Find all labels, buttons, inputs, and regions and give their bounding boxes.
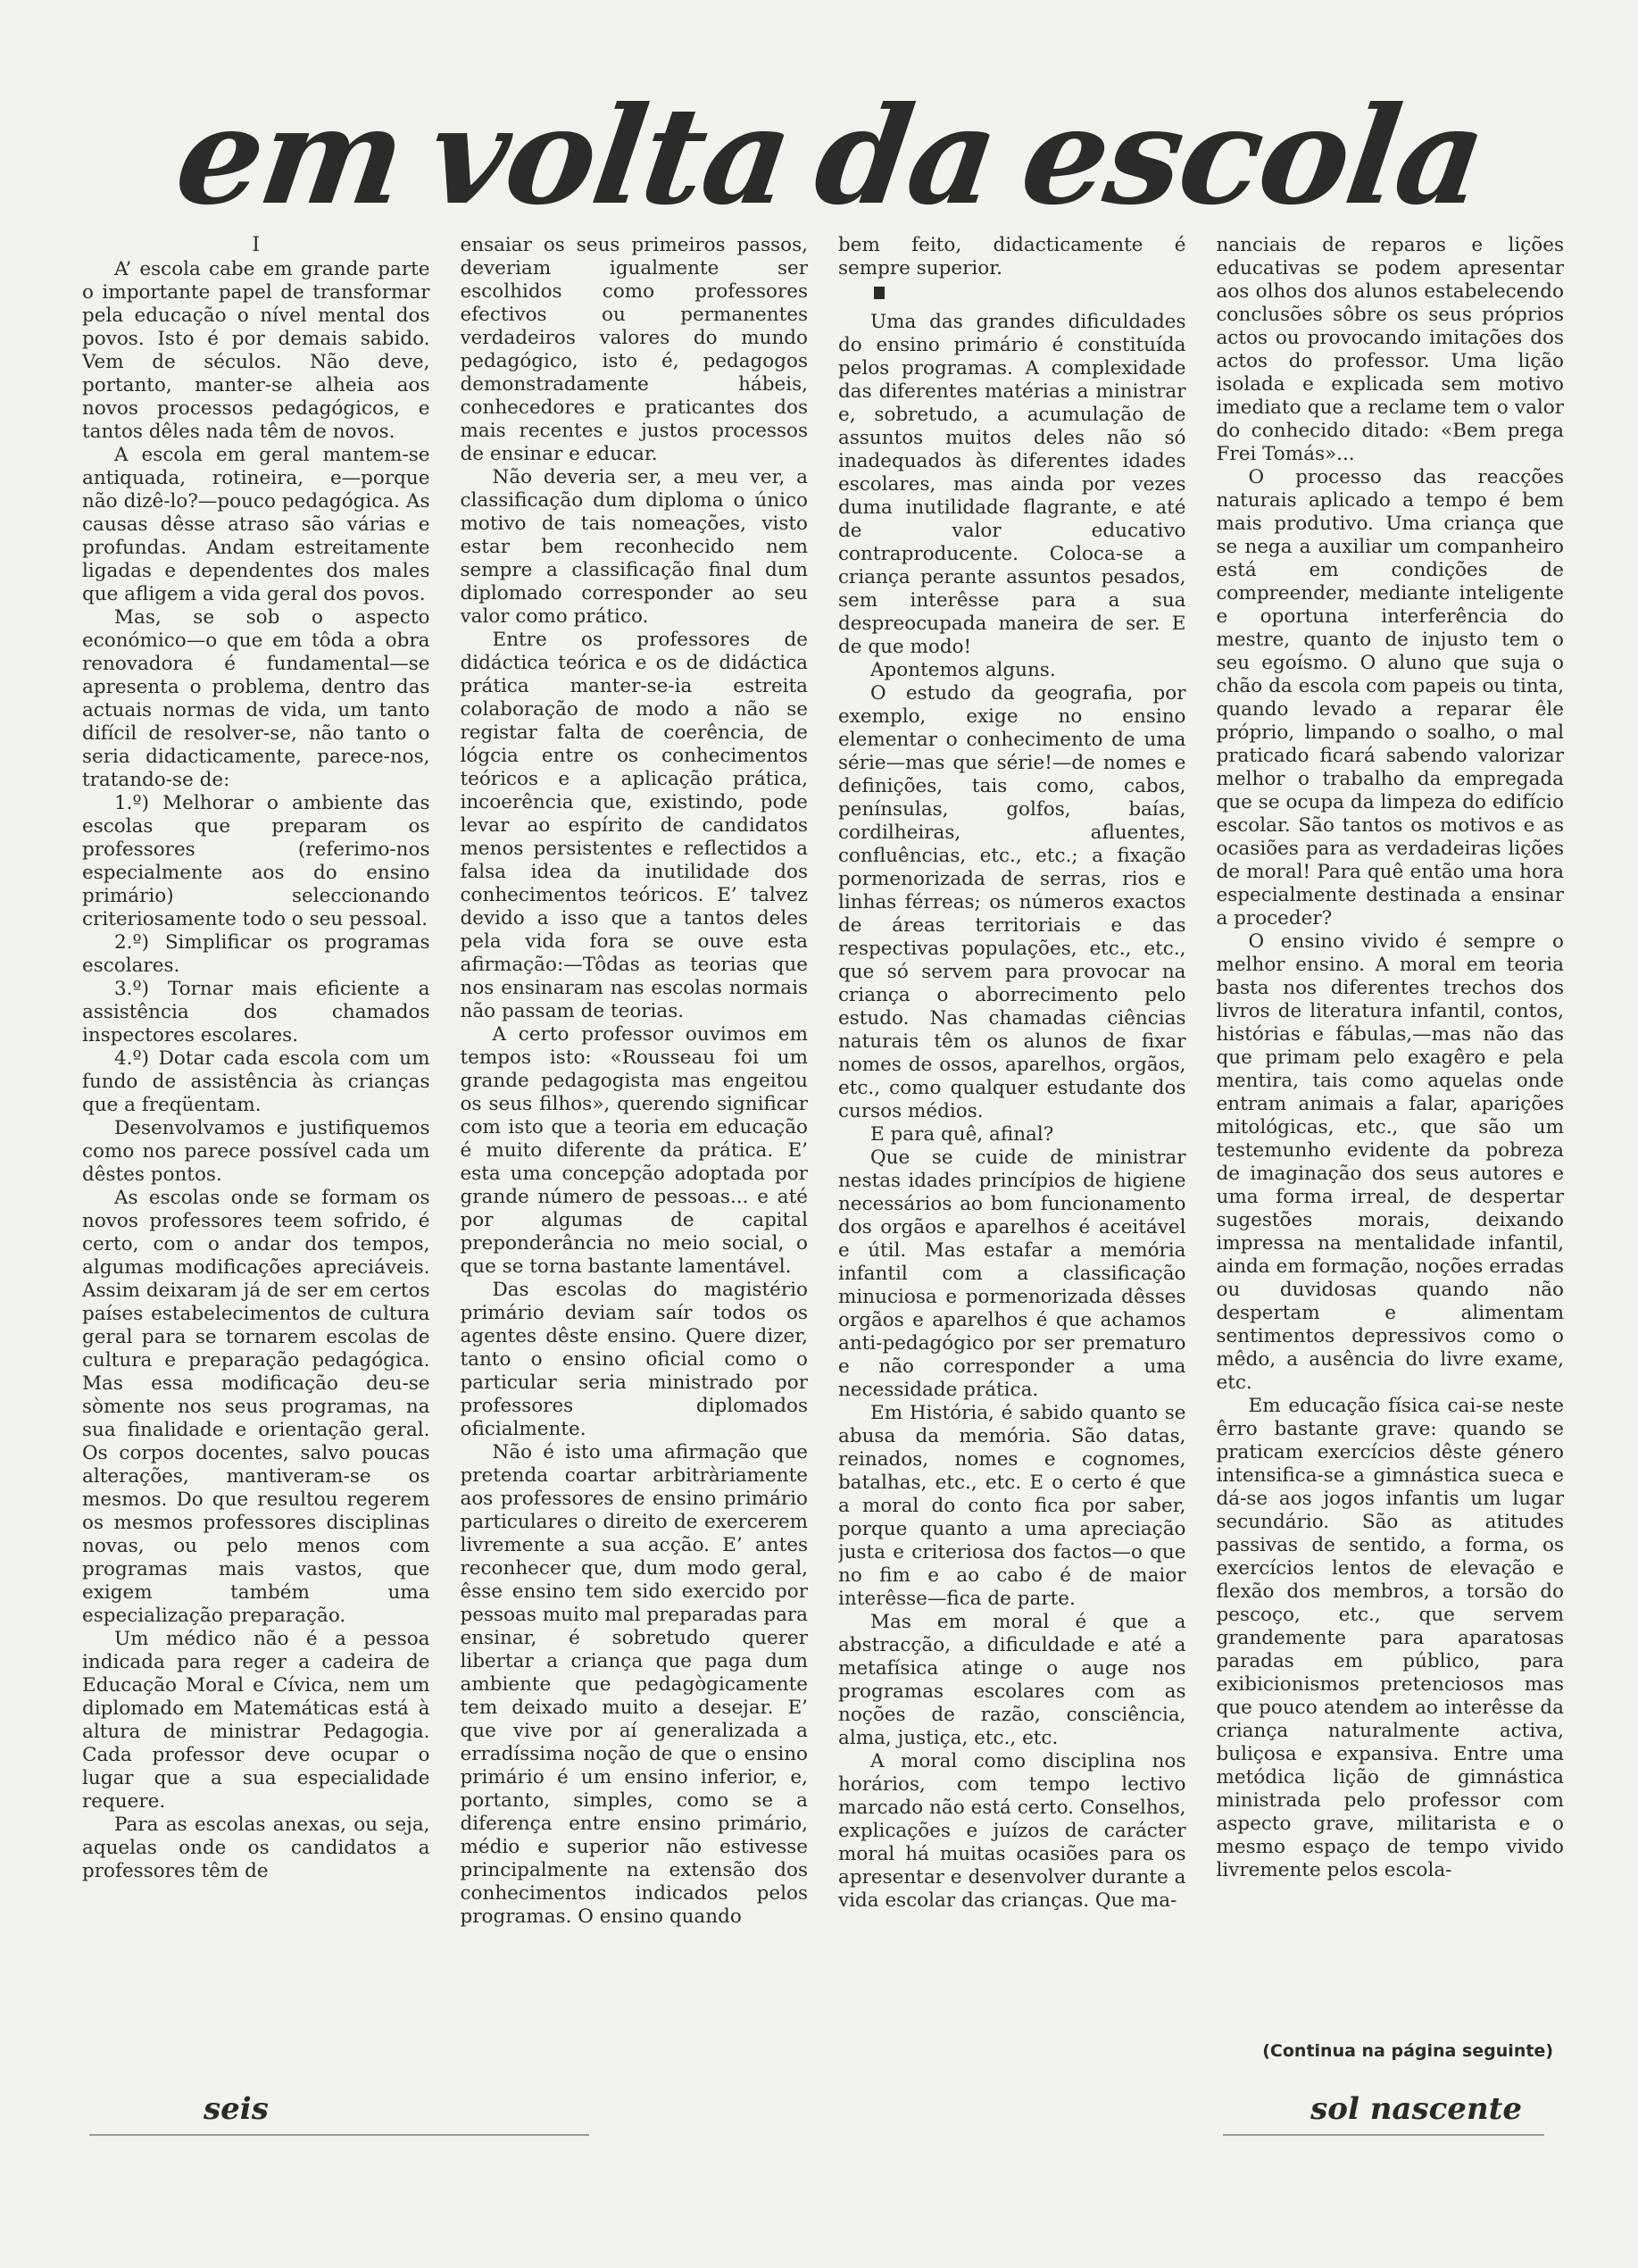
paragraph: O processo das reacções naturais aplicado a tempo é bem mais produtivo. Uma criança que se nega a auxiliar um companheiro está em condições de compreender, mediante inteligente e oportuna interferência do mestre, quanto de injusto tem o seu egoísmo. O aluno que suja o chão da escola com papeis ou tinta, quando levado a reparar êle próprio, limpando o soalho, o mal praticado ficará sabendo valorizar melhor o trabalho da empregada que se ocupa da limpeza do edifício escolar. São tantos os motivos e as ocasiões para as verdadeiras lições de moral! Para quê então uma hora especialmente destinada a ensinar a proceder? (1216, 466, 1564, 930)
paragraph: Mas em moral é que a abstracção, a dificuldade e até a metafísica atinge o auge nos programas escolares com as noções de razão, consciência, alma, justiça, etc., etc. (838, 1611, 1186, 1749)
paragraph: Não deveria ser, a meu ver, a classificação dum diploma o único motivo de tais nomeações, visto estar bem reconhecido nem sempre a classificação final dum diplomado corresponder ao seu valor como prático. (460, 466, 808, 628)
square-bullet-icon (874, 287, 885, 299)
paragraph: Um médico não é a pessoa indicada para reger a cadeira de Educação Moral e Cívica, nem um diplomado em Matemáticas está à altura de ministrar Pedagogia. Cada professor deve ocupar o lugar que a sua especialidade requere. (82, 1627, 430, 1813)
paragraph: Para as escolas anexas, ou seja, aquelas onde os candidatos a professores têm de (82, 1813, 430, 1882)
paragraph: O ensino vivido é sempre o melhor ensino. A moral em teoria basta nos diferentes trechos dos livros de literatura infantil, contos, histórias e fábulas,—mas não das que primam pelo exagêro e pela mentira, tais como aquelas onde entram animais a falar, aparições mitológicas, etc., que são um testemunho evidente da pobreza de imaginação dos seus autores e uma forma irreal, de despertar sugestões morais, deixando impressa na mentalidade infantil, ainda em formação, noções erradas ou duvidosas quando não despertam e alimentam sentimentos depressivos como o mêdo, a ausência do livre exame, etc. (1216, 930, 1564, 1394)
paragraph: O estudo da geografia, por exemplo, exige no ensino elementar o conhecimento de uma série—mas que série!—de nomes e definições, tais como, cabos, penínsulas, golfos, baías, cordilheiras, afluentes, confluências, etc., etc.; a fixação pormenorizada de serras, rios e linhas férreas; os números exactos de áreas territoriais e das respectivas populações, etc., etc., que só servem para provocar na criança o aborrecimento pelo estudo. Nas chamadas ciências naturais têm os alunos de fixar nomes de ossos, aparelhos, orgãos, etc., como qualquer estudante dos cursos médios. (838, 682, 1186, 1122)
title-word: em (167, 78, 413, 235)
paragraph: 4.º) Dotar cada escola com um fundo de assistência às crianças que a freqüentam. (82, 1046, 430, 1116)
paragraph: ensaiar os seus primeiros passos, deveriam igualmente ser escolhidos como professores efectivos ou permanentes verdadeiros valores do mundo pedagógico, isto é, pedagogos demonstradamente hábeis, conhecedores e praticantes dos mais recentes e justos processos de ensinar e educar. (460, 234, 808, 465)
paragraph: Uma das grandes dificuldades do ensino primário é constituída pelos programas. A complexidade das diferentes matérias a ministrar e, sobretudo, a acumulação de assuntos muitos deles não só inadequados às diferentes idades escolares, mas ainda por vezes duma inutilidade flagrante, e até de valor educativo contraproducente. Coloca-se a criança perante assuntos pesados, sem interêsse para a sua despreocupada maneira de ser. E de que modo! (838, 311, 1186, 658)
publication-name: sol nascente (1310, 2091, 1522, 2127)
paragraph: A moral como disciplina nos horários, com tempo lectivo marcado não está certo. Conselhos, explicações e juízos de carácter moral há muitas ocasiões para os apresentar e desenvolver durante a vida escolar das crianças. Que ma- (838, 1750, 1186, 1912)
paragraph: Mas, se sob o aspecto económico—o que em tôda a obra renovadora é fundamental—se apresenta o problema, dentro das actuais normas de vida, um tanto difícil de resolver-se, não tanto o seria didacticamente, parece-nos, tratando-se de: (82, 605, 430, 791)
continued-note: (Continua na página seguinte) (1262, 2041, 1553, 2061)
page-word: seis (204, 2091, 269, 2127)
column-2 (461, 234, 809, 2047)
paragraph: bem feito, didacticamente é sempre superior. (838, 234, 1186, 279)
paragraph: E para quê, afinal? (870, 1123, 1054, 1146)
paragraph: Apontemos alguns. (870, 659, 1056, 681)
paragraph: A’ escola cabe em grande parte o importante papel de transformar pela educação o nível mental dos povos. Isto é por demais sabido. Vem de séculos. Não deve, portanto, manter-se alheia aos novos processos pedagógicos, e tantos dêles nada têm de novos. (82, 257, 430, 443)
paragraph: Em educação física cai-se neste êrro bastante grave: quando se praticam exercícios dêste género intensifica-se a gimnástica sueca e dá-se aos jogos infantis um lugar secundário. São as atitudes passivas de sentido, a forma, os exercícios lentos de elevação e flexão dos membros, a torsão do pescoço, etc., que servem grandemente para aparatosas paradas em público, para exibicionismos pretenciosos mas que pouco atendem ao interêsse da criança naturalmente activa, buliçosa e expansiva. Entre uma metódica lição de gimnástica ministrada pelo professor com aspecto grave, militarista e o mesmo espaço de tempo vivido livremente pelos escola- (1216, 1395, 1564, 1881)
title-word: volta (420, 78, 800, 235)
paragraph: Entre os professores de didáctica teórica e os de didáctica prática manter-se-ia estreita colaboração de modo a não se registar falta de coerência, de lógcia entre os conhecimentos teóricos e a aplicação prática, incoerência que, existindo, pode levar ao espírito de candidatos menos persistentes e reflectidos a falsa idea da inutilidade dos conhecimentos teóricos. E’ talvez devido a isso que a tantos deles pela vida fora se ouve esta afirmação:—Tôdas as teorias que nos ensinaram nas escolas normais não passam de teorias. (460, 629, 808, 1022)
paragraph: nanciais de reparos e lições educativas se podem apresentar aos olhos dos alunos estabelecendo conclusões sôbre os seus próprios actos ou provocando imitações dos actos do professor. Uma lição isolada e explicada sem motivo imediato que a reclame tem o valor do conhecido ditado: «Bem prega Frei Tomás»... (1216, 234, 1564, 465)
paragraph: 2.º) Simplificar os programas escolares. (82, 930, 430, 977)
paragraph: As escolas onde se formam os novos professores teem sofrido, é certo, com o andar dos tempos, algumas modificações apreciáveis. Assim deixaram já de ser em certos países estabelecimentos de cultura geral para se tornarem escolas de cultura e preparação pedagógica. Mas essa modificação deu-se sòmente nos seus programas, na sua finalidade e orientação geral. Os corpos docentes, salvo poucas alterações, mantiveram-se os mesmos. Do que resultou regerem os mesmos professores disciplinas novas, ou pelo menos com programas mais vastos, que exigem também uma especialização preparação. (82, 1186, 430, 1627)
footer-rule (1223, 2134, 1544, 2136)
paragraph: A escola em geral mantem-se antiquada, rotineira, e—porque não dizê-lo?—pouco pedagógica. As causas dêsse atraso são várias e profundas. Andam estreitamente ligadas e dependentes dos males que afligem a vida geral dos povos. (82, 443, 430, 605)
title-word: escola (1012, 78, 1493, 235)
section-number: I (252, 234, 261, 256)
paragraph: Que se cuide de ministrar nestas idades princípios de higiene necessários ao bom funcionamento dos orgãos e aparelhos é aceitável e útil. Mas estafar a memória infantil com a classificação minuciosa e pormenorizada dêsses orgãos e aparelhos é que achamos anti-pedagógico por ser prematuro e não corresponder a uma necessidade prática. (838, 1147, 1186, 1401)
title-word: da (806, 78, 1006, 235)
paragraph: Em História, é sabido quanto se abusa da memória. São datas, reinados, nomes e cognomes, batalhas, etc., etc. E o certo é que a moral do conto fica por saber, porque quanto a uma apreciação justa e criteriosa dos factos—o que no fim e ao cabo é de maior interêsse—fica de parte. (838, 1402, 1186, 1610)
column-1 (82, 234, 430, 2047)
paragraph: 1.º) Melhorar o ambiente das escolas que preparam os professores (referimo-nos especialmente aos do ensino primário) seleccionando criteriosamente todo o seu pessoal. (82, 791, 430, 930)
paragraph: Não é isto uma afirmação que pretenda coartar arbitràriamente aos professores de ensino primário particulares o direito de exercerem livremente a sua acção. E’ antes reconhecer que, dum modo geral, êsse ensino tem sido exercido por pessoas muito mal preparadas para ensinar, é sobretudo querer libertar a criança que paga dum ambiente que pedagògicamente tem deixado muito a desejar. E’ que vive por aí generalizada a erradíssima noção de que o ensino primário é um ensino inferior, e, portanto, simples, como se a diferença entre ensino primário, médio e superior não estivesse principalmente na extensão dos conhecimentos indicados pelos programas. O ensino quando (460, 1441, 808, 1928)
paragraph: Das escolas do magistério primário deviam saír todos os agentes dêste ensino. Quere dizer, tanto o ensino oficial como o particular seria ministrado por professores diplomados oficialmente. (460, 1279, 808, 1440)
paragraph: Desenvolvamos e justifiquemos como nos parece possível cada um dêstes pontos. (82, 1116, 430, 1186)
paragraph: 3.º) Tornar mais eficiente a assistência dos chamados inspectores escolares. (82, 977, 430, 1046)
section-marker (870, 282, 1186, 305)
column-4 (1217, 234, 1565, 2047)
paragraph: A certo professor ouvimos em tempos isto: «Rousseau foi um grande pedagogista mas engeitou os seus filhos», querendo significar com isto que a teoria em educação é muito diferente da prática. E’ esta uma concepção adoptada por grande número de pessoas... e até por algumas de capital preponderância no meio social, o que se torna bastante lamentável. (460, 1023, 808, 1278)
footer-rule (89, 2134, 589, 2136)
article-columns (82, 234, 1564, 2047)
column-3 (838, 234, 1186, 2047)
article-title (167, 78, 1493, 235)
